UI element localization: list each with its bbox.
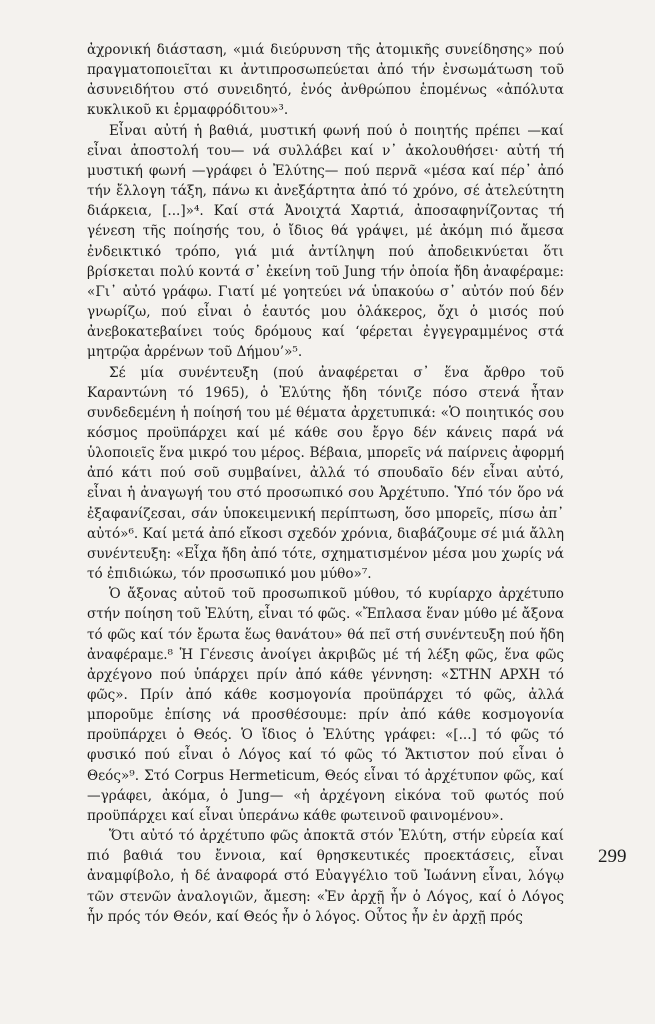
- paragraph: Ὅτι αὐτό τό ἀρχέτυπο φῶς ἀποκτᾶ στόν Ἐλύτη, στήν εὐρεία καί πιό βαθιά του ἔννοια, καί θρησκευτικές προεκτάσεις, εἶναι ἀναμφίβολο, ἡ δέ ἀναφορά στό Εὐαγγέλιο τοῦ Ἰωάννη εἶναι, λόγῳ τῶν στενῶν ἀναλογιῶν, ἄμεση: «Ἐν ἀρχῇ ἦν ὁ Λόγος, καί ὁ Λόγος ἦν πρός τόν Θεόν, καί Θεός ἦν ὁ λόγος. Οὗτος ἦν ἐν ἀρχῇ πρός: [87, 828, 564, 925]
- paragraph: Σέ μία συνέντευξη (πού ἀναφέρεται σ᾽ ἕνα ἄρθρο τοῦ Καραντώνη τό 1965), ὁ Ἐλύτης ἤδη τόνιζε πόσο στενά ἦταν συνδεδεμένη ἡ ποίησή του μέ θέματα ἀρχετυπικά: «Ὁ ποιητικός σου κόσμος προϋπάρχει καί μέ κάθε σου ἔργο δέν κάνεις παρά νά ὑλοποιεῖς ἕνα μικρό του μέρος. Βέβαια, μπορεῖς νά παίρνεις ἀφορμή ἀπό κάτι πού σοῦ συμβαίνει, ἀλλά τό σπουδαῖο δέν εἶναι αὐτό, εἶναι ἡ ἀναγωγή του στό προσωπικό σου Ἀρχέτυπο. Ὑπό τόν ὅρο νά ἐξαφανίζεσαι, σάν ὑποκειμενική περίπτωση, ὅσο μπορεῖς, πίσω ἀπ᾽ αὐτό»⁶. Καί μετά ἀπό εἴκοσι σχεδόν χρόνια, διαβάζουμε σέ μιά ἄλλη συνέντευξη: «Εἶχα ἤδη ἀπό τότε, σχηματισμένον μέσα μου χωρίς νά τό ἐπιδιώκω, τόν προσωπικό μου μύθο»⁷.: [87, 364, 564, 583]
- body-text: [87, 40, 564, 927]
- paragraph: ἀχρονική διάσταση, «μιά διεύρυνση τῆς ἀτομικῆς συνείδησης» πού πραγματοποιεῖται κι ἀντιπροσωπεύεται ἀπό τήν ἐνσωμάτωση τοῦ ἀσυνειδήτου στό συνειδητό, ἑνός ἀνθρώπου ἑπομένως «ἀπόλυτα κυκλικοῦ κι ἑρμαφρόδιτου»³.: [87, 42, 564, 119]
- paragraph: Εἶναι αὐτή ἡ βαθιά, μυστική φωνή πού ὁ ποιητής πρέπει —καί εἶναι ἀποστολή του— νά συλλάβει καί ν᾽ ἀκολουθήσει· αὐτή τή μυστική φωνή —γράφει ὁ Ἐλύτης— πού περνᾶ «μέσα καί πέρ᾽ ἀπό τήν ἔλλογη τάξη, πάνω κι ἀνεξάρτητα ἀπό τό χρόνο, σέ ἀτελεύτητη διάρκεια, [...]»⁴. Καί στά Ἀνοιχτά Χαρτιά, ἀποσαφηνίζοντας τή γένεση τῆς ποίησής του, ὁ ἴδιος θά γράψει, μέ ἀκόμη πιό ἄμεσα ἐνδεικτικό τρόπο, γιά μιά ἀντίληψη πού ἀποδεικνύεται ὅτι βρίσκεται πολύ κοντά σ᾽ ἐκείνη τοῦ Jung τήν ὁποία ἤδη ἀναφέραμε: «Γι᾽ αὐτό γράφω. Γιατί μέ γοητεύει νά ὑπακούω σ᾽ αὐτόν πού δέν γνωρίζω, πού εἶναι ὁ ἑαυτός μου ὁλάκερος, ὄχι ὁ μισός πού ἀνεβοκατεβαίνει τούς δρόμους καί ‘φέρεται ἐγγεγραμμένος στά μητρῷα ἀρρένων τοῦ Δήμου’»⁵.: [87, 122, 564, 361]
- paragraph: Ὁ ἄξονας αὐτοῦ τοῦ προσωπικοῦ μύθου, τό κυρίαρχο ἀρχέτυπο στήν ποίηση τοῦ Ἐλύτη, εἶναι τό φῶς. «Ἔπλασα ἕναν μύθο μέ ἄξονα τό φῶς καί τόν ἔρωτα ἕως θανάτου» θά πεῖ στή συνέντευξη πού ἤδη ἀναφέραμε.⁸ Ἡ Γένεσις ἀνοίγει ἀκριβῶς μέ τή λέξη φῶς, ἕνα φῶς ἀρχέγονο πού ὑπάρχει πρίν ἀπό κάθε γέννηση: «ΣΤΗΝ ΑΡΧΗ τό φῶς». Πρίν ἀπό κάθε κοσμογονία προϋπάρχει τό φῶς, ἀλλά μποροῦμε ἐπίσης νά προσθέσουμε: πρίν ἀπό κάθε κοσμογονία προϋπάρχει ὁ Θεός. Ὁ ἴδιος ὁ Ἐλύτης γράφει: «[...] τό φῶς τό φυσικό πού εἶναι ὁ Λόγος καί τό φῶς τό Ἄκτιστον πού εἶναι ὁ Θεός»⁹. Στό Corpus Hermeticum, Θεός εἶναι τό ἀρχέτυπον φῶς, καί —γράφει, ἀκόμα, ὁ Jung— «ἡ ἀρχέγονη εἰκόνα τοῦ φωτός πού προϋπάρχει καί εἶναι ὑπεράνω κάθε φωτεινοῦ φαινομένου».: [87, 586, 564, 824]
- page-number: 299: [598, 846, 627, 867]
